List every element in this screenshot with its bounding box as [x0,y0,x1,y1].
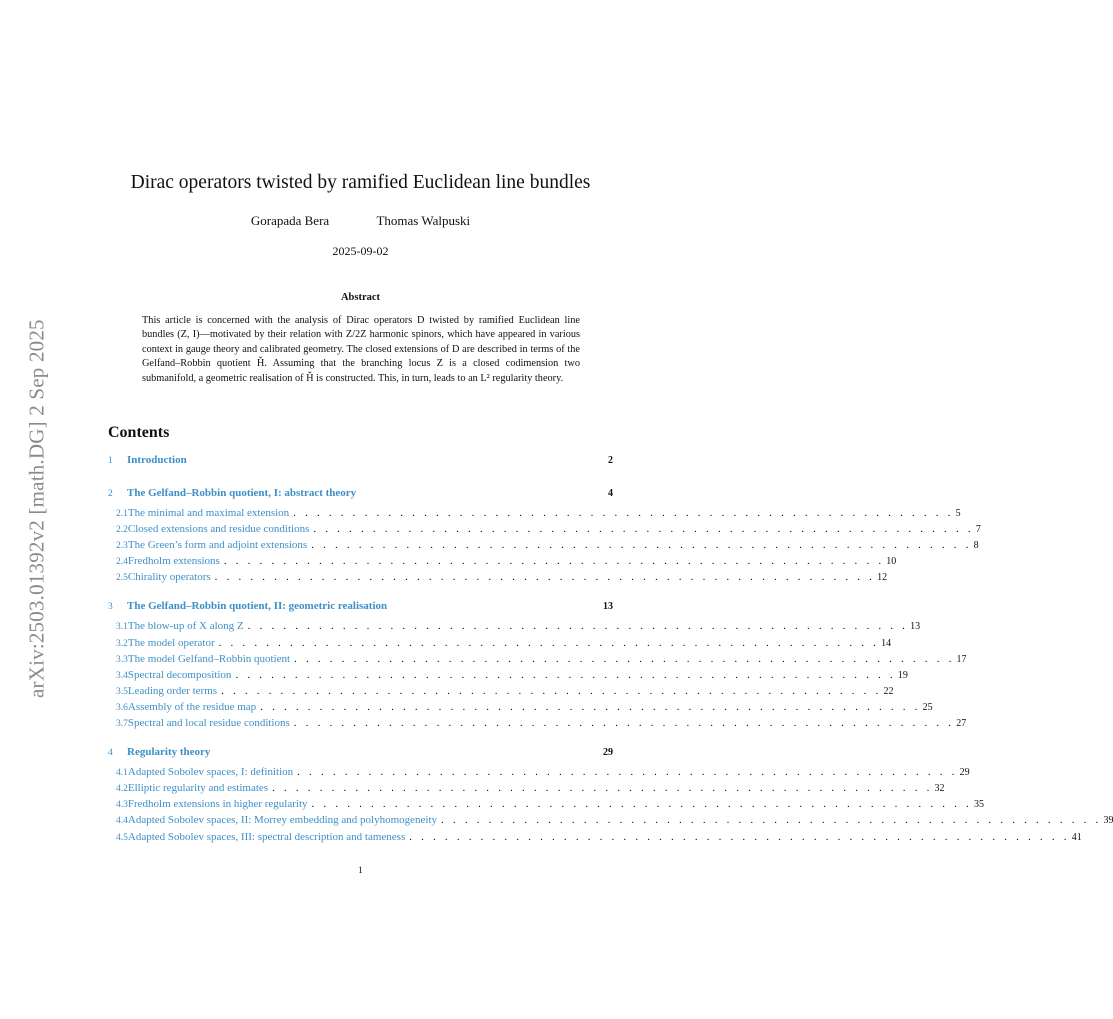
table-of-contents [108,454,1113,860]
toc-subsection-link[interactable] [108,814,1113,830]
dot-leader: . . . . . . . . . . . . . . . . . . . . . . . . . . . . . . . . . . . . . . . . . . . . . . . . . . . . . . . . [293,717,955,730]
toc-subsection-number: 2.1 [116,509,128,519]
toc-page-number: 14 [881,637,892,649]
toc-subsection-number: 4.2 [116,784,128,795]
toc-page-number: 7 [975,524,981,536]
toc-subsection-number: 3.7 [116,719,128,730]
toc-page-number: 29 [959,767,970,779]
toc-subsection-title: Adapted Sobolev spaces, I: definition [127,766,294,779]
toc-section-title: Regularity theory [127,746,211,759]
dot-leader: . . . . . . . . . . . . . . . . . . . . . . . . . . . . . . . . . . . . . . . . . . . . . . . . . . . . . . . . [223,555,885,568]
toc-section-title: The Gelfand–Robbin quotient, I: abstract theory [127,487,357,499]
paper-date: 2025-09-02 [332,244,389,258]
toc-subsection-link[interactable] [108,684,894,701]
toc-page-number: 17 [956,653,967,665]
toc-section-number: 3 [108,602,113,613]
toc-subsection-link[interactable] [108,830,1082,847]
toc-section-number: 2 [108,489,113,499]
toc-subsection-link[interactable] [108,668,908,685]
toc-subsection-number: 3.5 [116,686,128,697]
toc-subsection-title: Adapted Sobolev spaces, II: Morrey embedding and polyhomogeneity [127,814,438,827]
toc-page-number: 27 [956,718,967,730]
toc-subsection-number: 4.4 [116,816,128,827]
dot-leader: . . . . . . . . . . . . . . . . . . . . . . . . . . . . . . . . . . . . . . . . . . . . . . . . . . . . . . . . [297,766,958,779]
toc-page-number: 2 [608,455,613,466]
toc-page-number: 8 [973,540,979,552]
toc-subsection-number: 2.4 [116,557,128,568]
toc-subsection-number: 4.1 [116,768,128,779]
dot-leader: . . . . . . . . . . . . . . . . . . . . . . . . . . . . . . . . . . . . . . . . . . . . . . . . . . . . . . . . [221,684,882,697]
toc-subsection-number: 3.1 [116,622,128,633]
toc-subsection-link[interactable] [108,507,961,523]
toc-subsection-title: Spectral and local residue conditions [127,717,290,730]
dot-leader: . . . . . . . . . . . . . . . . . . . . . . . . . . . . . . . . . . . . . . . . . . . . . . . . . . . . . . . . [235,668,896,681]
toc-subsection-title: Assembly of the residue map [127,700,257,713]
toc-subsection-number: 2.2 [116,525,128,536]
toc-subsection-link[interactable] [108,523,981,539]
toc-section-link[interactable] [108,600,613,620]
toc-subsection-title: Elliptic regularity and estimates [127,782,269,795]
toc-subsection-title: Spectral decomposition [127,668,232,681]
dot-leader: . . . . . . . . . . . . . . . . . . . . . . . . . . . . . . . . . . . . . . . . . . . . . . . . . . . . . . . . [293,507,954,519]
author-name: Thomas Walpuski [376,213,471,228]
toc-section-number: 1 [108,456,113,466]
toc-page-number: 41 [1071,831,1082,843]
author-name: Gorapada Bera [250,213,330,228]
toc-page-number: 4 [608,488,613,499]
dot-leader: . . . . . . . . . . . . . . . . . . . . . . . . . . . . . . . . . . . . . . . . . . . . . . . . . . . . . . . . [214,571,876,584]
toc-subsection-title: Fredholm extensions [127,555,220,568]
toc-subsection-link[interactable] [108,555,897,571]
toc-subsection-link[interactable] [108,652,967,669]
dot-leader: . . . . . . . . . . . . . . . . . . . . . . . . . . . . . . . . . . . . . . . . . . . . . . . . . . . . . . . . [260,700,921,713]
toc-subsection-number: 3.2 [116,638,128,649]
arxiv-stamp[interactable]: arXiv:2503.01392v2 [math.DG] 2 Sep 2025 [24,319,49,699]
dot-leader: . . . . . . . . . . . . . . . . . . . . . . . . . . . . . . . . . . . . . . . . . . . . . . . . . . . . . . . . [311,798,972,811]
toc-subsection-link[interactable] [108,571,888,587]
toc-page-number: 19 [897,669,908,681]
toc-subsection-title: Closed extensions and residue conditions [127,523,310,536]
toc-page-number: 29 [603,747,613,759]
toc-page-number: 32 [934,783,945,795]
toc-subsection-number: 4.3 [116,800,128,811]
page-number: 1 [358,866,363,876]
toc-section [108,600,967,733]
abstract-text: This article is concerned with the analysis of Dirac operators D twisted by ramified Euclidean line bundles (Z, I)—motivated by their relation with Z/2Z harmonic spinors, which have appeared in various context in gauge theory and calibrated geometry. The closed extensions of D are described in terms of the Gelfand–Robbin quotient Ȟ. Assuming that the branching locus Z is a closed codimension two submanifold, a geometric realisation of Ȟ is constructed. This, in turn, leads to an L² regularity theory. [142,315,580,384]
toc-subsection-number: 2.3 [116,541,128,552]
toc-subsection-title: The minimal and maximal extension [127,507,290,519]
toc-section-link[interactable] [108,746,613,766]
toc-subsection-title: The model operator [127,636,215,649]
toc-section-title: The Gelfand–Robbin quotient, II: geometric realisation [127,600,388,613]
toc-subsection-link[interactable] [108,700,933,717]
toc-subsection-link[interactable] [108,798,984,814]
toc-page-number: 25 [922,701,933,713]
toc-subsection-title: Adapted Sobolev spaces, III: spectral description and tameness [127,830,406,843]
toc-subsection-title: Leading order terms [127,684,218,697]
toc-subsection-link[interactable] [108,782,945,798]
author-list [0,213,721,229]
toc-subsection-number: 3.6 [116,702,128,713]
toc-subsection-title: Fredholm extensions in higher regularity [127,798,308,811]
toc-subsection-link[interactable] [108,766,970,782]
abstract-heading: Abstract [340,292,381,303]
toc-page-number: 12 [877,572,888,584]
toc-section [108,454,613,474]
toc-subsection-link[interactable] [108,539,979,555]
toc-page-number: 13 [603,601,613,613]
dot-leader: . . . . . . . . . . . . . . . . . . . . . . . . . . . . . . . . . . . . . . . . . . . . . . . . . . . . . . . . [441,814,1102,827]
toc-page-number: 22 [883,685,894,697]
toc-subsection-link[interactable] [108,636,892,653]
toc-subsection-title: The model Gelfand–Robbin quotient [127,652,291,665]
toc-subsection-title: The blow-up of X along Z [127,620,244,633]
toc-page-number: 10 [886,556,897,568]
paper-title: Dirac operators twisted by ramified Euclidean line bundles [130,172,591,193]
dot-leader: . . . . . . . . . . . . . . . . . . . . . . . . . . . . . . . . . . . . . . . . . . . . . . . . . . . . . . . . [313,523,974,536]
contents-heading: Contents [108,424,170,441]
dot-leader: . . . . . . . . . . . . . . . . . . . . . . . . . . . . . . . . . . . . . . . . . . . . . . . . . . . . . . . . [311,539,972,552]
toc-section [108,487,981,587]
dot-leader: . . . . . . . . . . . . . . . . . . . . . . . . . . . . . . . . . . . . . . . . . . . . . . . . . . . . . . . . [218,636,880,649]
toc-subsection-link[interactable] [108,620,921,636]
dot-leader: . . . . . . . . . . . . . . . . . . . . . . . . . . . . . . . . . . . . . . . . . . . . . . . . . . . . . . . . [247,620,909,633]
toc-subsection-number: 3.3 [116,654,128,665]
toc-section-number: 4 [108,748,113,759]
toc-section-link[interactable] [108,454,613,474]
toc-section [108,746,1113,846]
dot-leader: . . . . . . . . . . . . . . . . . . . . . . . . . . . . . . . . . . . . . . . . . . . . . . . . . . . . . . . . [409,830,1070,843]
toc-page-number: 5 [955,508,961,519]
toc-page-number: 13 [910,621,921,633]
toc-subsection-title: Chirality operators [127,571,211,584]
toc-subsection-link[interactable] [108,717,967,733]
toc-subsection-number: 2.5 [116,573,128,584]
dot-leader: . . . . . . . . . . . . . . . . . . . . . . . . . . . . . . . . . . . . . . . . . . . . . . . . . . . . . . . . [272,782,933,795]
toc-page-number: 35 [973,799,984,811]
toc-section-link[interactable] [108,487,613,507]
toc-page-number: 39 [1103,815,1113,827]
toc-subsection-title: The Green’s form and adjoint extensions [127,539,308,552]
toc-subsection-number: 3.4 [116,670,128,681]
toc-subsection-number: 4.5 [116,832,128,843]
dot-leader: . . . . . . . . . . . . . . . . . . . . . . . . . . . . . . . . . . . . . . . . . . . . . . . . . . . . . . . . [294,652,955,665]
toc-section-title: Introduction [127,454,187,466]
